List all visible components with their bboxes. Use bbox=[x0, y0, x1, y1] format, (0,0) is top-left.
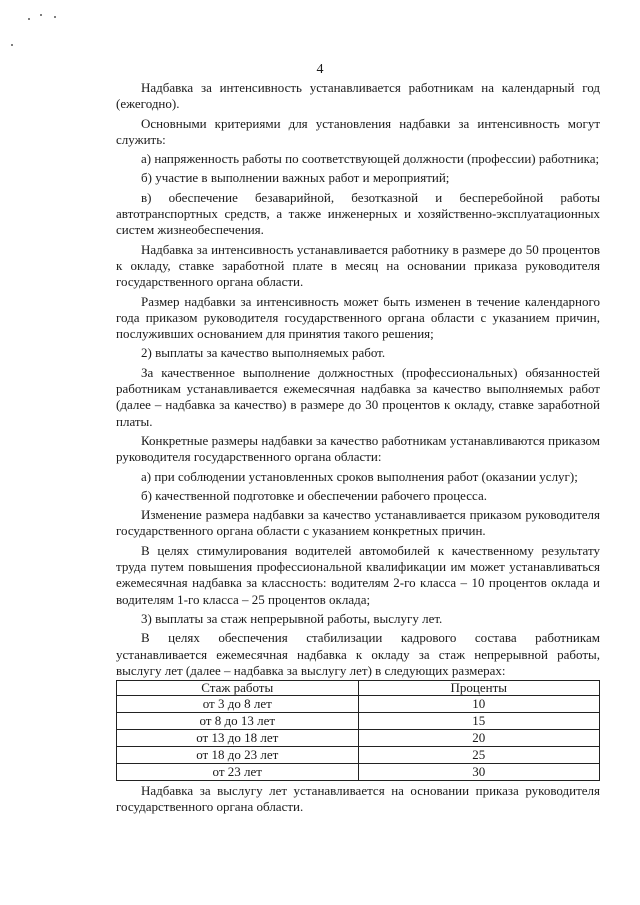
percent-cell: 10 bbox=[358, 696, 600, 713]
paragraph: В целях стимулирования водителей автомобилей к качественному результату труда путем повышения профессиональной квалификации им может устанавливаться ежемесячная надбавка за классность: водителям 2-го класса – 10 процентов оклада и водителям 1-го класса – 25 процентов оклада; bbox=[116, 542, 600, 607]
paragraph: Изменение размера надбавки за качество устанавливается приказом руководителя государственного органа области с указанием конкретных причин. bbox=[116, 507, 600, 539]
table-row bbox=[117, 764, 600, 781]
paragraph-list bbox=[116, 80, 600, 679]
closing-paragraph: Надбавка за выслугу лет устанавливается на основании приказа руководителя государственного органа области. bbox=[116, 783, 600, 815]
table-row bbox=[117, 713, 600, 730]
table-row bbox=[117, 747, 600, 764]
paragraph: а) при соблюдении установленных сроков выполнения работ (оказании услуг); bbox=[141, 468, 578, 484]
column-header-experience: Стаж работы bbox=[117, 681, 359, 696]
paragraph: Основными критериями для установления надбавки за интенсивность могут служить: bbox=[116, 115, 600, 147]
experience-cell: от 8 до 13 лет bbox=[117, 713, 359, 730]
percent-cell: 25 bbox=[358, 747, 600, 764]
experience-cell: от 23 лет bbox=[117, 764, 359, 781]
paragraph: Надбавка за интенсивность устанавливается работнику в размере до 50 процентов к окладу, ставке заработной плате в месяц на основании приказа руководителя государственного органа области. bbox=[116, 241, 600, 290]
table-body bbox=[117, 696, 600, 781]
scan-speck bbox=[40, 14, 42, 16]
paragraph: б) качественной подготовке и обеспечении рабочего процесса. bbox=[141, 487, 487, 503]
paragraph: 3) выплаты за стаж непрерывной работы, выслугу лет. bbox=[141, 610, 443, 626]
seniority-bonus-table bbox=[116, 680, 600, 781]
experience-cell: от 18 до 23 лет bbox=[117, 747, 359, 764]
percent-cell: 20 bbox=[358, 730, 600, 747]
paragraph: Размер надбавки за интенсивность может быть изменен в течение календарного года приказом руководителя государственного органа области с указанием причин, послуживших основанием для принятия такого решения; bbox=[116, 293, 600, 342]
percent-cell: 15 bbox=[358, 713, 600, 730]
paragraph: а) напряженность работы по соответствующей должности (профессии) работника; bbox=[141, 151, 600, 167]
table-row bbox=[117, 696, 600, 713]
paragraph: За качественное выполнение должностных (профессиональных) обязанностей работникам устанавливается ежемесячная надбавка за качество выполняемых работ (далее – надбавка за качество) в размере до 30 процентов к окладу, ставке заработной платы. bbox=[116, 364, 600, 429]
scan-speck bbox=[11, 44, 13, 46]
paragraph: б) участие в выполнении важных работ и мероприятий; bbox=[141, 170, 450, 186]
paragraph: 2) выплаты за качество выполняемых работ. bbox=[141, 345, 386, 361]
scan-speck bbox=[54, 16, 56, 18]
document-body bbox=[116, 80, 600, 816]
table-row bbox=[117, 730, 600, 747]
paragraph: В целях обеспечения стабилизации кадрового состава работникам устанавливается ежемесячная надбавка к окладу за стаж непрерывной работы, выслугу лет (далее – надбавка за выслугу лет) в следующих размерах: bbox=[116, 630, 600, 678]
percent-cell: 30 bbox=[358, 764, 600, 781]
scan-speck bbox=[28, 18, 30, 20]
table-header-row bbox=[117, 681, 600, 696]
column-header-percent: Проценты bbox=[358, 681, 600, 696]
paragraph: Надбавка за интенсивность устанавливается работникам на календарный год (ежегодно). bbox=[116, 80, 600, 112]
paragraph: в) обеспечение безаварийной, безотказной и бесперебойной работы автотранспортных средств, а также инженерных и хозяйственно-эксплуатационных систем жизнеобеспечения. bbox=[116, 189, 600, 238]
page-number: 4 bbox=[316, 62, 324, 77]
experience-cell: от 3 до 8 лет bbox=[117, 696, 359, 713]
experience-cell: от 13 до 18 лет bbox=[117, 730, 359, 747]
paragraph: Конкретные размеры надбавки за качество работникам устанавливаются приказом руководителя государственного органа области: bbox=[116, 432, 600, 465]
